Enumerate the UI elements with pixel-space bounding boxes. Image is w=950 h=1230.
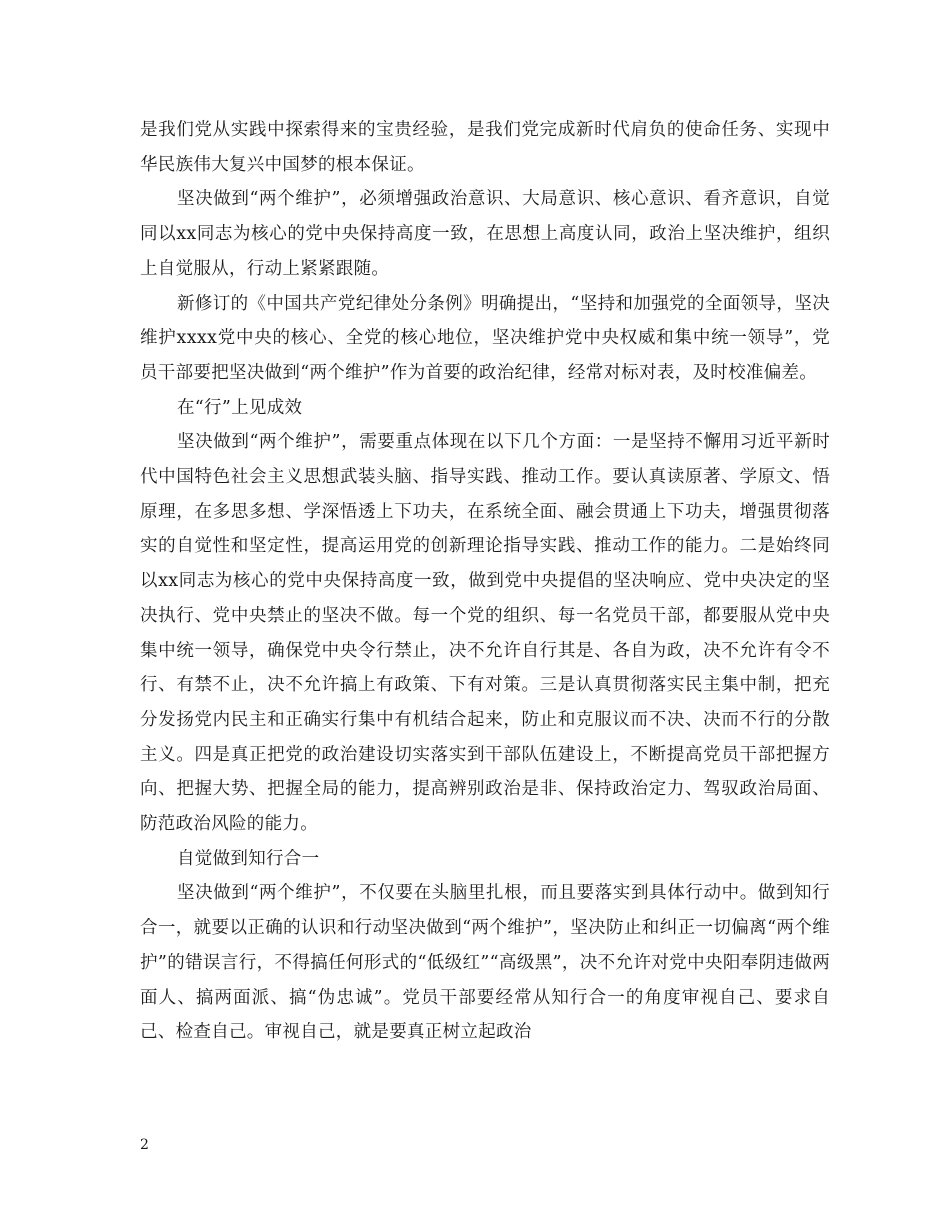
paragraph-5: 坚决做到“两个维护”，不仅要在头脑里扎根，而且要落实到具体行动中。做到知行合一，就要以正确的认识和行动坚决做到“两个维护”，坚决防止和纠正一切偏离“两个维护”的错误言行，不得搞任何形式的“低级红”“高级黑”，决不允许对党中央阳奉阴违做两面人、搞两面派、搞“伪忠诚”。党员干部要经常从知行合一的角度审视自己、要求自己、检查自己。审视自己，就是要真正树立起政治 <box>140 883 830 1043</box>
section-heading-action: 在“行”上见成效 <box>177 397 303 418</box>
paragraph-4: 坚决做到“两个维护”，需要重点体现在以下几个方面：一是坚持不懈用习近平新时代中国特色社会主义思想武装头脑、指导实践、推动工作。要认真读原著、学原文、悟原理，在多思多想、学深悟透上下功夫，在系统全面、融会贯通上下功夫，增强贯彻落实的自觉性和坚定性，提高运用党的创新理论指导实践、推动工作的能力。二是始终同以xx同志为核心的党中央保持高度一致，做到党中央提倡的坚决响应、党中央决定的坚决执行、党中央禁止的坚决不做。每一个党的组织、每一名党员干部，都要服从党中央集中统一领导，确保党中央令行禁止，决不允许自行其是、各自为政，决不允许有令不行、有禁不止，决不允许搞上有政策、下有对策。三是认真贯彻落实民主集中制，把充分发扬党内民主和正确实行集中有机结合起来，防止和克服议而不决、决而不行的分散主义。四是真正把党的政治建设切实落实到干部队伍建设上，不断提高党员干部把握方向、把握大势、把握全局的能力，提高辨别政治是非、保持政治定力、驾驭政治局面、防范政治风险的能力。 <box>140 432 830 835</box>
document-body <box>140 113 830 1050</box>
paragraph-1: 是我们党从实践中探索得来的宝贵经验，是我们党完成新时代肩负的使命任务、实现中华民族伟大复兴中国梦的根本保证。 <box>140 120 830 175</box>
paragraph-2: 坚决做到“两个维护”，必须增强政治意识、大局意识、核心意识、看齐意识，自觉同以xx同志为核心的党中央保持高度一致，在思想上高度认同，政治上坚决维护，组织上自觉服从，行动上紧紧跟随。 <box>140 189 830 279</box>
page-number: 2 <box>140 1137 149 1153</box>
paragraph-3: 新修订的《中国共产党纪律处分条例》明确提出，“坚持和加强党的全面领导，坚决维护xxxx党中央的核心、全党的核心地位，坚决维护党中央权威和集中统一领导”，党员干部要把坚决做到“两个维护”作为首要的政治纪律，经常对标对表，及时校准偏差。 <box>140 293 830 383</box>
section-heading-knowledge-action: 自觉做到知行合一 <box>177 848 320 869</box>
